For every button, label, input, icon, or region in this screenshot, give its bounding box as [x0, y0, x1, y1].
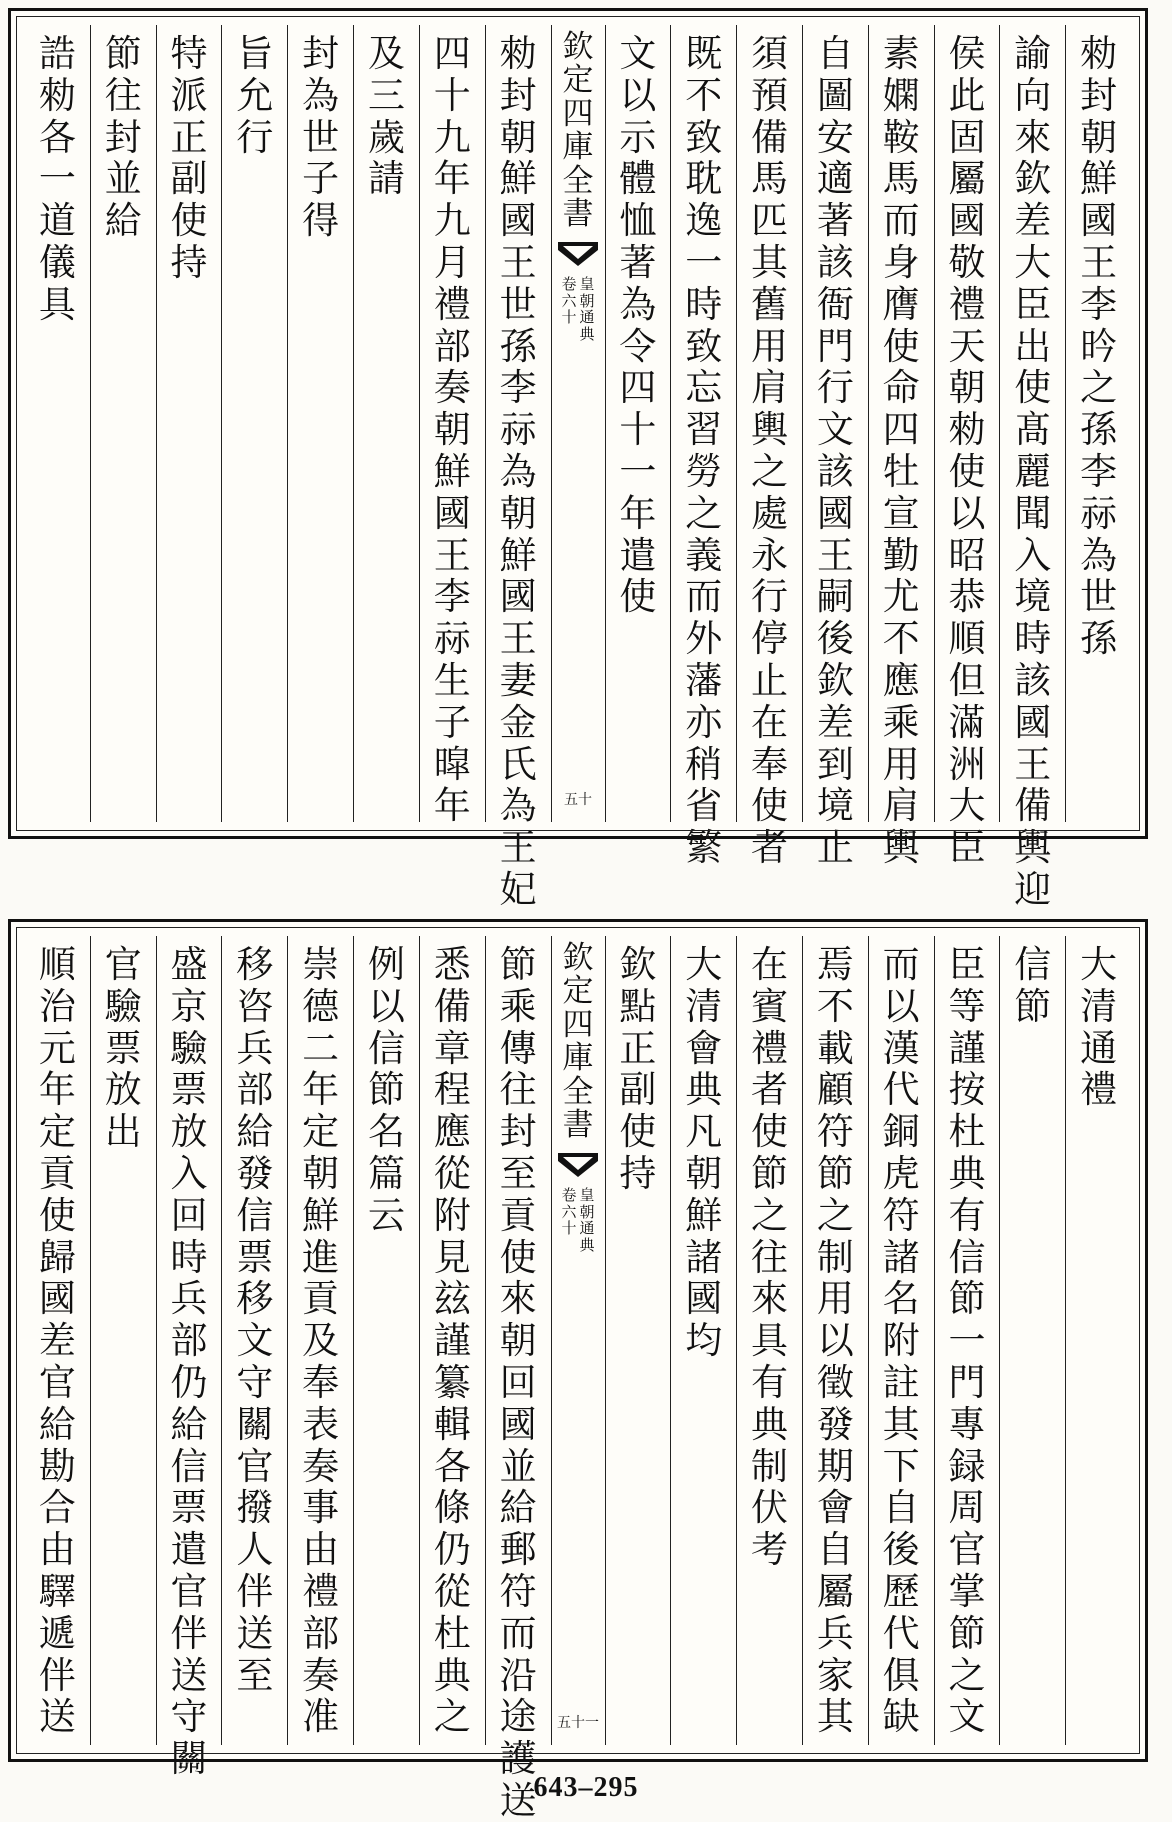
fish-tail-mark-icon [557, 1151, 599, 1181]
text-column: 文 以 示 體 恤 著 為 令 四 十 一 年 遣 使 [605, 25, 671, 822]
text-column: 勑 封 朝 鮮 國 王 世 孫 李 祘 為 朝 鮮 國 王 妻 金 氏 為 王 妃 [485, 25, 551, 822]
text-column: 節 往 封 並 給 [90, 25, 156, 822]
margin-subtitle [561, 276, 594, 343]
text-column: 四 十 九 年 九 月 禮 部 奏 朝 鮮 國 王 李 祘 生 子 暭 年 [419, 25, 485, 822]
text-column: 在 賓 禮 者 使 節 之 往 來 具 有 典 制 伏 考 [736, 936, 802, 1745]
margin-page-number: 五十一 [557, 1715, 599, 1732]
text-column: 勑 封 朝 鮮 國 王 李 昑 之 孫 李 祘 為 世 孫 [1065, 25, 1131, 822]
margin-book-title: 欽定四庫全書 [562, 940, 594, 1144]
text-column: 欽 點 正 副 使 持 [605, 936, 671, 1745]
text-column: 官 驗 票 放 出 [90, 936, 156, 1745]
text-column: 臣 等 謹 按 杜 典 有 信 節 一 門 專 録 周 官 掌 節 之 文 [934, 936, 1000, 1745]
text-column: 移 咨 兵 部 給 發 信 票 移 文 守 關 官 撥 人 伴 送 至 [221, 936, 287, 1745]
text-column: 及 三 歲 請 [353, 25, 419, 822]
text-column: 素 嫻 鞍 馬 而 身 膺 使 命 四 牡 宣 勤 尤 不 應 乘 用 肩 輿 [868, 25, 934, 822]
text-column: 既 不 致 耽 逸 一 時 致 忘 習 勞 之 義 而 外 藩 亦 稍 省 繁 [670, 25, 736, 822]
margin-sub-left: 卷 六 十 [561, 1185, 577, 1238]
text-column: 旨 允 行 [221, 25, 287, 822]
text-column: 特 派 正 副 使 持 [156, 25, 222, 822]
text-column: 大 清 通 禮 [1065, 936, 1131, 1745]
text-column: 封 為 世 子 得 [287, 25, 353, 822]
text-column: 盛 京 驗 票 放 入 回 時 兵 部 仍 給 信 票 遣 官 伴 送 守 關 [156, 936, 222, 1745]
center-margin [551, 25, 605, 822]
text-column: 焉 不 載 顧 符 節 之 制 用 以 徵 發 期 會 自 屬 兵 家 其 [802, 936, 868, 1745]
text-column: 順 治 元 年 定 貢 使 歸 國 差 官 給 勘 合 由 驛 遞 伴 送 [38, 943, 76, 1739]
fish-tail-mark-icon [557, 240, 599, 270]
margin-sub-left: 卷 六 十 [561, 274, 577, 327]
text-column: 信 節 [999, 936, 1065, 1745]
center-margin [551, 936, 605, 1745]
text-column: 崇 德 二 年 定 朝 鮮 進 貢 及 奉 表 奏 事 由 禮 部 奏 准 [287, 936, 353, 1745]
text-column: 侯 此 固 屬 國 敬 禮 天 朝 勑 使 以 昭 恭 順 但 滿 洲 大 臣 [934, 25, 1000, 822]
text-column: 例 以 信 節 名 篇 云 [353, 936, 419, 1745]
text-column: 自 圖 安 適 著 該 衙 門 行 文 該 國 王 嗣 後 欽 差 到 境 止 [802, 25, 868, 822]
margin-sub-right: 皇 朝 通 典 [579, 1185, 595, 1255]
text-column: 大 清 會 典 凡 朝 鮮 諸 國 均 [670, 936, 736, 1745]
margin-book-title: 欽定四庫全書 [562, 29, 594, 233]
text-column: 悉 備 章 程 應 從 附 見 玆 謹 纂 輯 各 條 仍 從 杜 典 之 [419, 936, 485, 1745]
page-footer-number: 643–295 [533, 1772, 639, 1803]
text-column: 誥 勑 各 一 道 儀 具 [38, 32, 76, 326]
margin-sub-right: 皇 朝 通 典 [579, 274, 595, 344]
top-page [8, 8, 1148, 911]
text-column: 而 以 漢 代 銅 虎 符 諸 名 附 註 其 下 自 後 歷 代 俱 缺 [868, 936, 934, 1745]
text-column: 須 預 備 馬 匹 其 舊 用 肩 輿 之 處 永 行 停 止 在 奉 使 者 [736, 25, 802, 822]
text-column: 諭 向 來 欽 差 大 臣 出 使 髙 麗 聞 入 境 時 該 國 王 備 輿 迎 [999, 25, 1065, 822]
text-column: 節 乘 傳 往 封 至 貢 使 來 朝 回 國 並 給 郵 符 而 沿 途 護 送 [485, 936, 551, 1745]
margin-subtitle [561, 1187, 594, 1254]
margin-page-number: 五十 [564, 792, 592, 809]
